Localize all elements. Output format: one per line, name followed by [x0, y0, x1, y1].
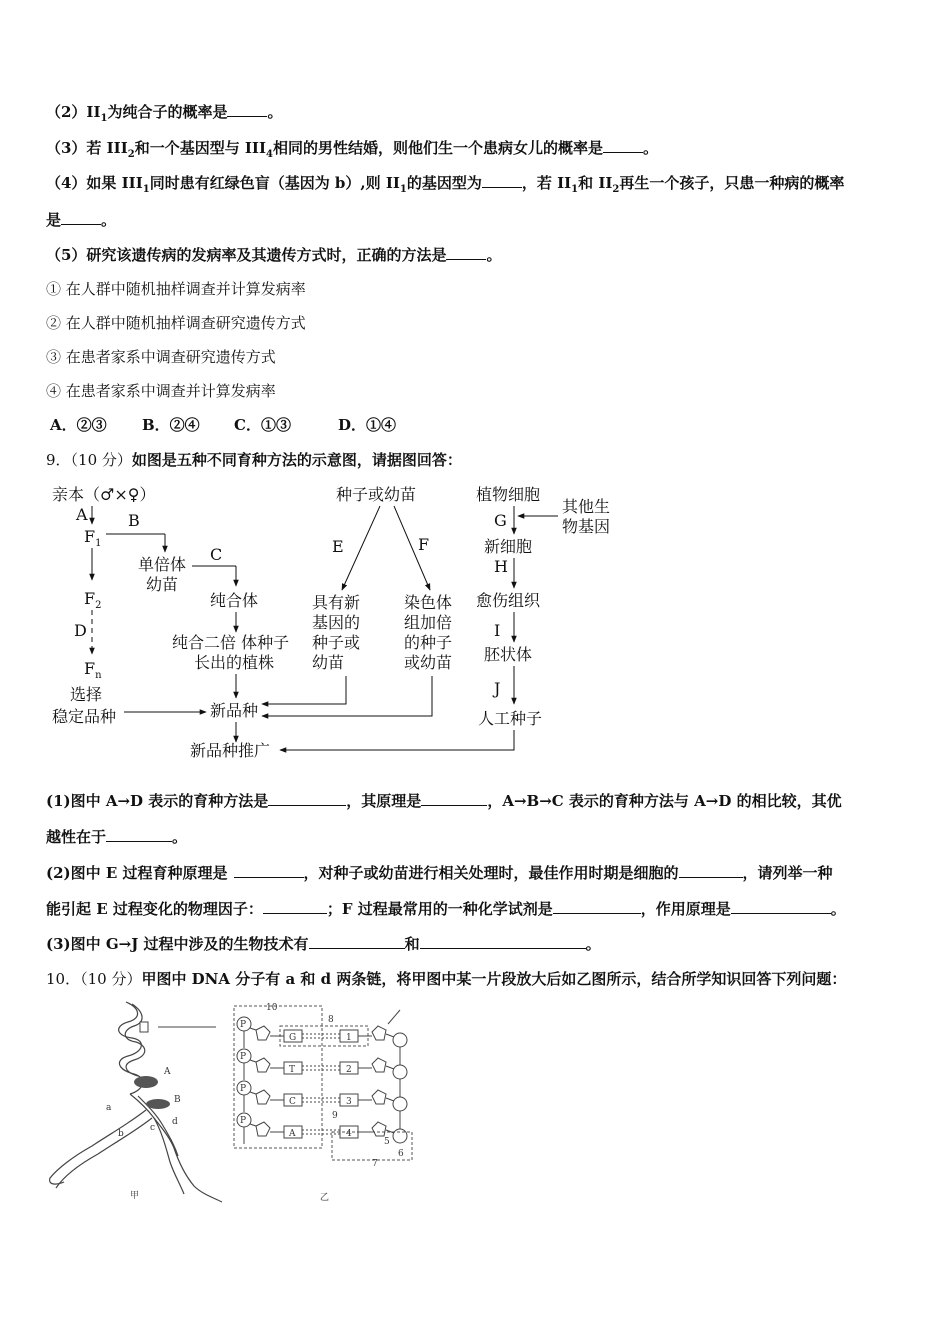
phosphate-label-0: P: [240, 1020, 247, 1030]
q8-option-4: ④ 在患者家系中调查并计算发病率: [46, 382, 276, 400]
phosphate-right-1: [393, 1065, 407, 1079]
sugar-left-1: [256, 1058, 270, 1072]
othergene-label-1: 其他生: [562, 497, 611, 516]
yi-caption: 乙: [320, 1193, 330, 1203]
q9-sub1: (1)图中 A→D 表示的育种方法是 ，其原理是 ，A→B→C 表示的育种方法与 A→D 的相比较，其优: [46, 792, 842, 810]
jia-label-B: B: [174, 1095, 181, 1105]
jia-label-b: b: [118, 1129, 124, 1139]
label-g: G: [494, 511, 507, 530]
jia-label-A: A: [164, 1067, 171, 1077]
plant-label-1: 纯合二倍 体种子: [172, 633, 290, 652]
q9-stem: 9．（10 分）如图是五种不同育种方法的示意图，请据图回答：: [46, 451, 462, 469]
newcell-label: 新细胞: [484, 537, 533, 556]
yi-label-7: 7: [372, 1159, 378, 1169]
f1-label: $F_1$: [84, 527, 102, 549]
figure-jia: [44, 998, 230, 1206]
artseed-label: 人工种子: [478, 709, 543, 728]
q8-part3: （3）若 $III_2$和一个基因型与 $III_4$相同的男性结婚，则他们生一个患病女儿的概率是 。: [46, 139, 658, 160]
choice-a: A．②③: [50, 416, 107, 434]
newgene-label-2: 基因的: [312, 613, 361, 632]
sugar-right-0: [372, 1026, 386, 1040]
newgene-label-1: 具有新: [312, 593, 361, 612]
sugar-left-0: [256, 1026, 270, 1040]
breeding-diagram: [40, 476, 640, 766]
base-right-label-2: 3: [346, 1097, 352, 1107]
f2-label: $F_2$: [84, 589, 102, 611]
base-left-label-0: G: [289, 1033, 297, 1043]
yi-label-9: 9: [332, 1111, 338, 1121]
jia-caption: 甲: [130, 1191, 140, 1201]
label-d: D: [74, 621, 87, 640]
pure-label: 纯合体: [210, 591, 259, 610]
label-e: E: [332, 537, 344, 556]
label-i: I: [494, 621, 501, 640]
haploid-label-1: 单倍体: [138, 555, 187, 574]
phosphate-right-2: [393, 1097, 407, 1111]
q8-option-2: ② 在人群中随机抽样调查研究遗传方式: [46, 314, 306, 332]
phosphate-right-0: [393, 1033, 407, 1047]
sugar-left-3: [256, 1122, 270, 1136]
chrom-label-4: 或幼苗: [404, 653, 453, 672]
label-c: C: [210, 545, 223, 564]
yi-label-8: 8: [328, 1015, 334, 1025]
jia-label-d: d: [172, 1117, 178, 1127]
choice-c: C．①③: [234, 416, 291, 434]
yi-label-6: 6: [398, 1149, 404, 1159]
label-b: B: [128, 511, 140, 530]
new-variety: 新品种: [210, 701, 259, 720]
phosphate-label-3: P: [240, 1116, 247, 1126]
sugar-right-2: [372, 1090, 386, 1104]
base-right-label-0: 1: [346, 1033, 352, 1043]
q8-part4: （4）如果 $III_1$同时患有红绿色盲（基因为 b）,则 $II_1$的基因型为 ，若 $II_1$和 $II_2$再生一个孩子，只患一种病的概率: [46, 174, 845, 195]
base-left-label-3: A: [289, 1129, 296, 1139]
select-label-2: 稳定品种: [52, 707, 117, 726]
chrom-label-2: 组加倍: [404, 613, 453, 632]
select-label-1: 选择: [70, 685, 103, 704]
q8-choices: [46, 414, 396, 435]
callus-label: 愈伤组织: [476, 591, 541, 610]
q9-sub1-cont: 越性在于 。: [46, 828, 188, 846]
jia-label-c: c: [150, 1123, 156, 1133]
sugar-right-3: [372, 1122, 386, 1136]
phosphate-right-3: [393, 1129, 407, 1143]
label-j: J: [494, 679, 501, 698]
phosphate-label-2: P: [240, 1084, 247, 1094]
newgene-label-3: 种子或: [312, 633, 361, 652]
promote-label: 新品种推广: [190, 741, 271, 760]
choice-d: D．①④: [338, 416, 397, 434]
sugar-left-2: [256, 1090, 270, 1104]
base-left-label-1: T: [289, 1065, 296, 1075]
fn-label: $F_n$: [84, 659, 102, 681]
yi-label-10: 10: [266, 1003, 278, 1013]
sugar-right-1: [372, 1058, 386, 1072]
newgene-label-4: 幼苗: [312, 653, 345, 672]
choice-b: B．②④: [142, 416, 200, 434]
haploid-label-2: 幼苗: [146, 575, 179, 594]
label-f: F: [418, 535, 430, 554]
plant-label-2: 长出的植株: [194, 653, 275, 672]
q9-sub3: (3)图中 G→J 过程中涉及的生物技术有 和 。: [46, 935, 601, 953]
q8-part2: $(2)II_1$为纯合子的概率是 。: [46, 103, 283, 124]
othergene-label-2: 物基因: [562, 517, 611, 536]
label-a: A: [76, 505, 88, 524]
base-left-label-2: C: [289, 1097, 296, 1107]
q9-sub2-cont: 能引起 E 过程变化的物理因子： ；F 过程最常用的一种化学试剂是 ，作用原理是 。: [46, 900, 846, 918]
q8-part5: （5）研究该遗传病的发病率及其遗传方式时，正确的方法是 。: [46, 246, 502, 264]
chrom-label-1: 染色体: [404, 593, 453, 612]
q8-option-3: ③ 在患者家系中调查研究遗传方式: [46, 348, 276, 366]
base-right-label-3: 4: [346, 1129, 352, 1139]
phosphate-label-1: P: [240, 1052, 247, 1062]
parents-label: 亲本（♂×♀）: [52, 485, 156, 504]
label-h: H: [494, 557, 508, 576]
embryoid-label: 胚状体: [484, 645, 533, 664]
yi-label-5: 5: [384, 1137, 390, 1147]
jia-label-a: a: [106, 1103, 112, 1113]
seed-label: 种子或幼苗: [336, 485, 417, 504]
q9-sub2: (2)图中 E 过程育种原理是 ，对种子或幼苗进行相关处理时，最佳作用时期是细胞的 ，请列举一种: [46, 864, 833, 882]
q8-option-1: ① 在人群中随机抽样调查并计算发病率: [46, 280, 306, 298]
figure-yi: [228, 1000, 418, 1206]
base-right-label-1: 2: [346, 1065, 352, 1075]
plantcell-label: 植物细胞: [476, 485, 541, 504]
q10-stem: 10．（10 分）甲图中 DNA 分子有 a 和 d 两条链，将甲图中某一片段放大后如乙图所示，结合所学知识回答下列问题：: [46, 970, 847, 988]
q8-part4-cont: 是 。: [46, 211, 117, 229]
chrom-label-3: 的种子: [404, 633, 453, 652]
